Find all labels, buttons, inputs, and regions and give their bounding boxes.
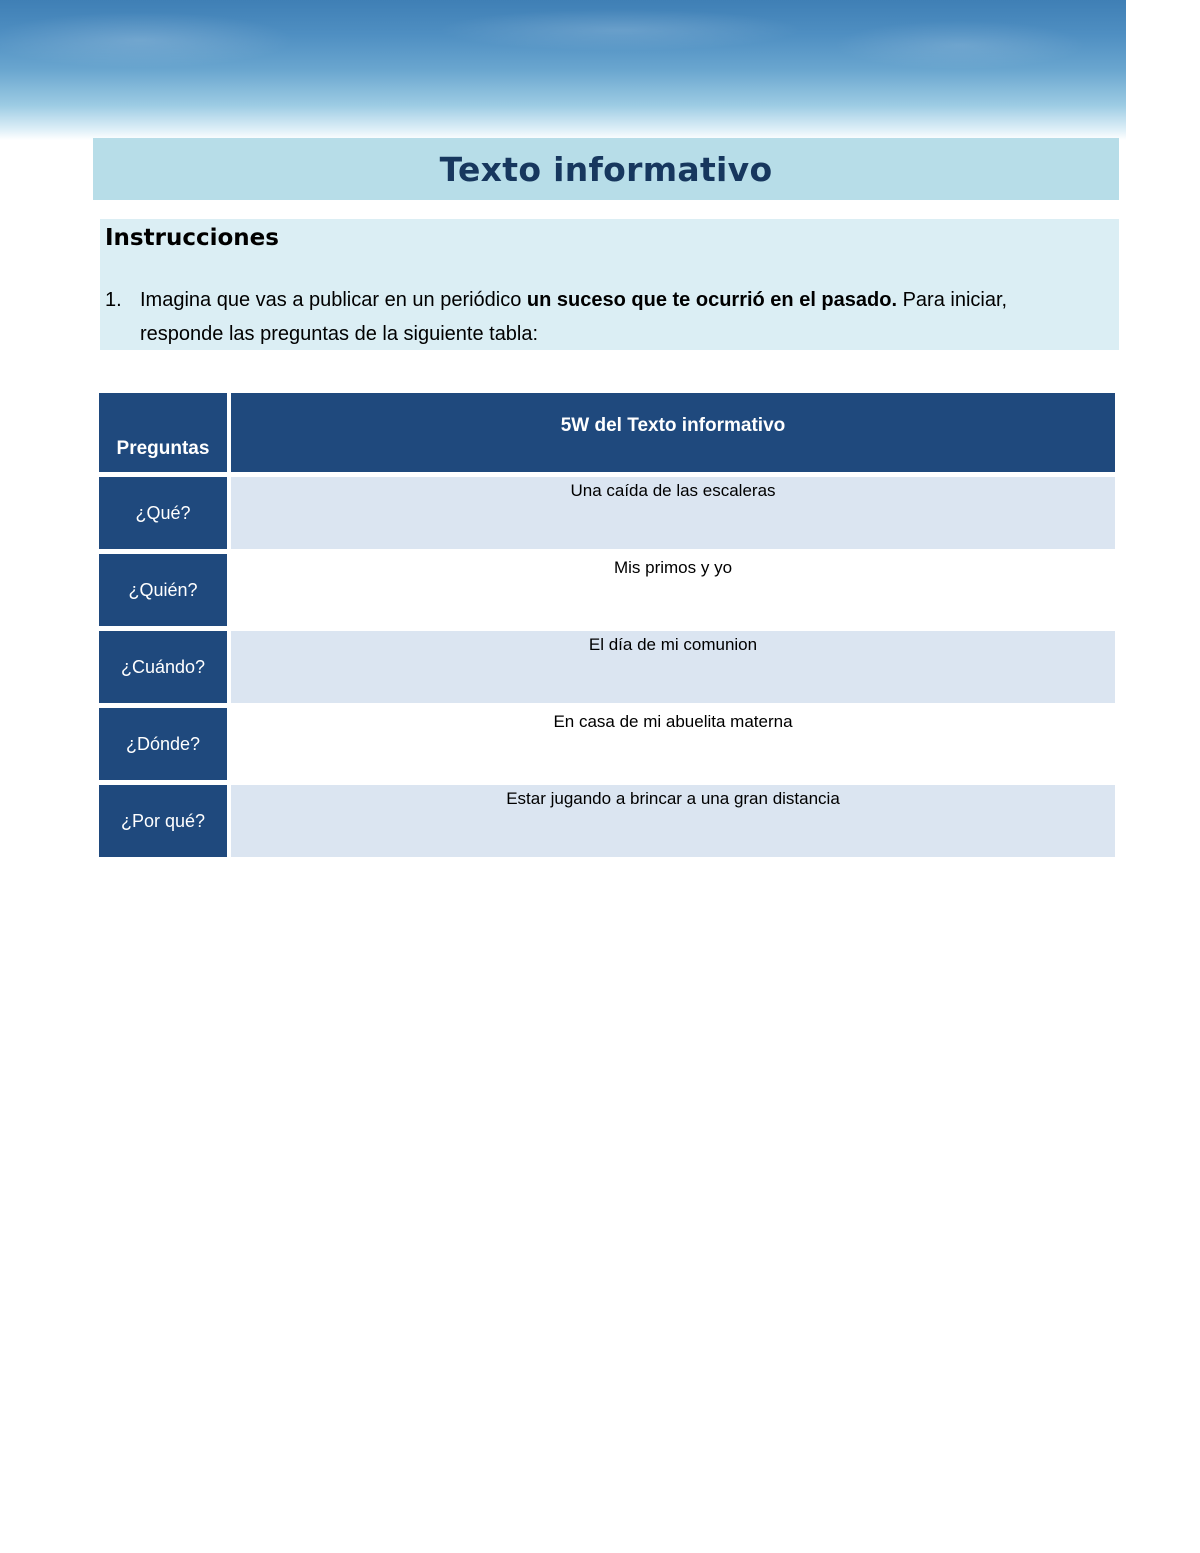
instruction-text-end: Para iniciar, responde las preguntas de la siguiente tabla: — [140, 289, 1008, 345]
table-row — [99, 631, 1115, 703]
answer-cell: Una caída de las escaleras — [231, 477, 1115, 549]
answer-cell: El día de mi comunion — [231, 631, 1115, 703]
title-bar — [93, 138, 1119, 200]
five-w-table — [95, 388, 1119, 862]
table-row — [99, 708, 1115, 780]
header-questions: Preguntas — [99, 393, 227, 472]
answer-cell: Estar jugando a brincar a una gran distancia — [231, 785, 1115, 857]
instruction-item — [105, 283, 1095, 351]
answer-cell: En casa de mi abuelita materna — [231, 708, 1115, 780]
table-row — [99, 785, 1115, 857]
question-cell: ¿Qué? — [99, 477, 227, 549]
instruction-text-bold: un suceso que te ocurrió en el pasado. — [526, 289, 898, 311]
header-answers: 5W del Texto informativo — [231, 393, 1115, 472]
answer-cell: Mis primos y yo — [231, 554, 1115, 626]
instruction-text-start: Imagina que vas a publicar en un periódico — [140, 289, 527, 311]
header-banner — [0, 0, 1126, 140]
question-cell: ¿Dónde? — [99, 708, 227, 780]
question-cell: ¿Cuándo? — [99, 631, 227, 703]
instructions-box — [100, 219, 1119, 350]
instruction-text — [140, 283, 1095, 351]
question-cell: ¿Quién? — [99, 554, 227, 626]
question-cell: ¿Por qué? — [99, 785, 227, 857]
instruction-number: 1. — [105, 289, 122, 311]
table-row — [99, 477, 1115, 549]
page-title: Texto informativo — [439, 149, 773, 189]
instructions-heading: Instrucciones — [105, 225, 279, 251]
table-header-row — [99, 393, 1115, 472]
table-row — [99, 554, 1115, 626]
